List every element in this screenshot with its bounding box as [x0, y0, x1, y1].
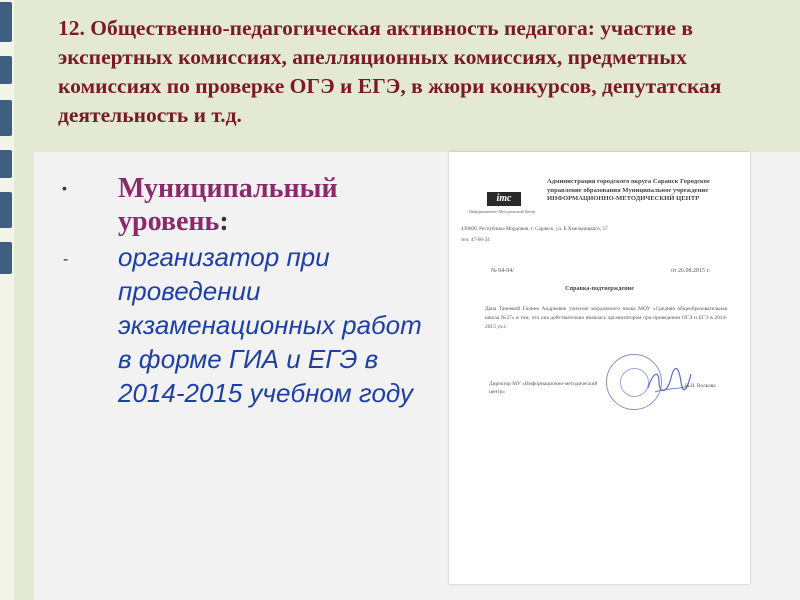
document-number: № 04-04/ — [491, 268, 514, 274]
document-title: Справка-подтверждение — [565, 285, 634, 292]
bullet-marker: • — [62, 180, 67, 196]
level-colon: : — [219, 206, 229, 237]
slide-title: 12. Общественно-педагогическая активность педагога: участие в экспертных комиссиях, апелляционных комиссиях, предметных комиссиях по проверке ОГЭ и ЕГЭ, в жюри конкурсов, депутатская деятельность и т.д. — [58, 16, 722, 127]
side-tab — [0, 56, 12, 84]
left-decor-strip — [0, 0, 14, 600]
document-date: от 26.08.2015 г. — [671, 268, 710, 274]
side-tab — [0, 150, 12, 178]
side-tab — [0, 100, 12, 136]
document-body: Дана Танеевой Галине Андреевне учителю мордовского языка МОУ «Средняя общеобразовательная школа №27» в том, что она действительно являлась организатором при проведении ОГЭ и ЕГЭ в 2014-2015 уч.г. — [485, 306, 727, 330]
side-tab — [0, 242, 12, 274]
signer-title: Директор МУ «Информационно-методический центр» — [489, 381, 598, 395]
side-tab — [0, 192, 12, 228]
signature-icon — [645, 364, 693, 398]
org-name: Администрация городского округа Саранск Городское управление образования Муниципальное учреждение ИНФОРМАЦИОННО-МЕТОДИЧЕСКИЙ ЦЕНТР — [547, 178, 710, 202]
logo-caption: Информационно-Методический Центр — [469, 209, 536, 214]
role-text: организатор при проведении экзаменационных работ в форме ГИА и ЕГЭ в 2014-2015 учебном году — [118, 242, 422, 408]
level-label: Муниципальный уровень — [118, 173, 338, 237]
org-address: 430000, Республика Мордовия, г. Саранск, ул. Б.Хмельницкого, 57 тел. 47-66-24 — [461, 226, 608, 243]
certificate-document — [449, 152, 750, 584]
imc-logo: imc — [487, 192, 521, 206]
side-tab — [0, 2, 12, 42]
dash-marker: - — [63, 251, 69, 268]
signer-name: Н.Н. Волкова — [685, 383, 716, 389]
level-heading — [118, 172, 398, 238]
